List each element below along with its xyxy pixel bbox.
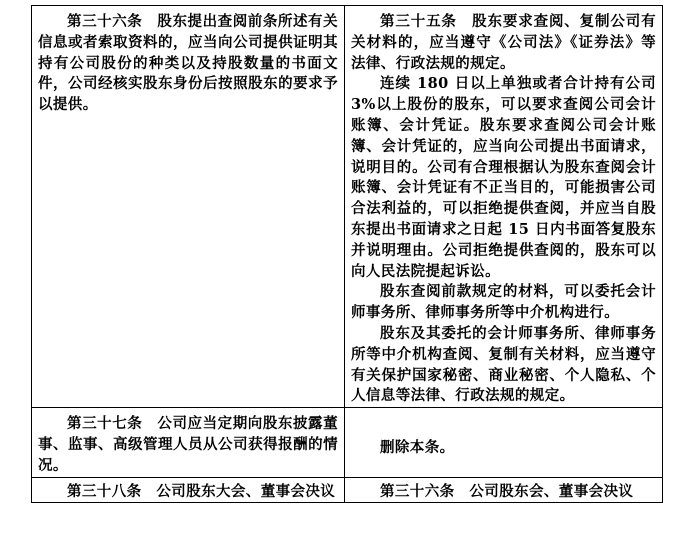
table-cell-revised-article bbox=[345, 6, 663, 408]
table-cell-revised-article bbox=[345, 408, 663, 477]
table-row bbox=[32, 408, 663, 477]
article-paragraph: 第三十八条 公司股东大会、董事会决议 bbox=[67, 482, 336, 500]
table-row bbox=[32, 6, 663, 408]
article-paragraph: 第三十六条 股东提出查阅前条所述有关信息或者索取资料的，应当向公司提供证明其持有公司股份的种类以及持股数量的书面文件，公司经核实股东身份后按照股东的要求予以提供。 bbox=[38, 13, 338, 114]
article-paragraph: 删除本条。 bbox=[380, 439, 455, 457]
table-row bbox=[32, 477, 663, 503]
article-paragraph: 连续 180 日以上单独或者合计持有公司 3%以上股份的股东，可以要求查阅公司会计账簿、会计凭证。股东要求查阅公司会计账簿、会计凭证的，应当向公司提出书面请求，说明目的。公司有合理根据认为股东查阅会计账簿、会计凭证有不正当目的，可能损害公司合法利益的，可以拒绝提供查阅，并应当自股东提出书面请求之日起 15 日内书面答复股东并说明理由。公司拒绝提供查阅的，股东可以向人民法院提起诉讼。 bbox=[351, 75, 656, 280]
table-cell-original-article bbox=[32, 408, 345, 477]
article-paragraph: 第三十七条 公司应当定期向股东披露董事、监事、高级管理人员从公司获得报酬的情况。 bbox=[38, 415, 338, 474]
table-cell-original-article bbox=[32, 6, 345, 408]
article-paragraph: 第三十五条 股东要求查阅、复制公司有关材料的，应当遵守《公司法》《证券法》等法律、行政法规的规定。 bbox=[351, 13, 656, 72]
article-paragraph: 第三十六条 公司股东会、董事会决议 bbox=[380, 482, 634, 500]
table-cell-original-article bbox=[32, 477, 345, 503]
article-paragraph: 股东及其委托的会计师事务所、律师事务所等中介机构查阅、复制有关材料，应当遵守有关保护国家秘密、商业秘密、个人隐私、个人信息等法律、行政法规的规定。 bbox=[351, 324, 656, 405]
article-paragraph: 股东查阅前款规定的材料，可以委托会计师事务所、律师事务所等中介机构进行。 bbox=[351, 283, 656, 322]
comparison-table bbox=[31, 5, 663, 503]
table-cell-revised-article bbox=[345, 477, 663, 503]
